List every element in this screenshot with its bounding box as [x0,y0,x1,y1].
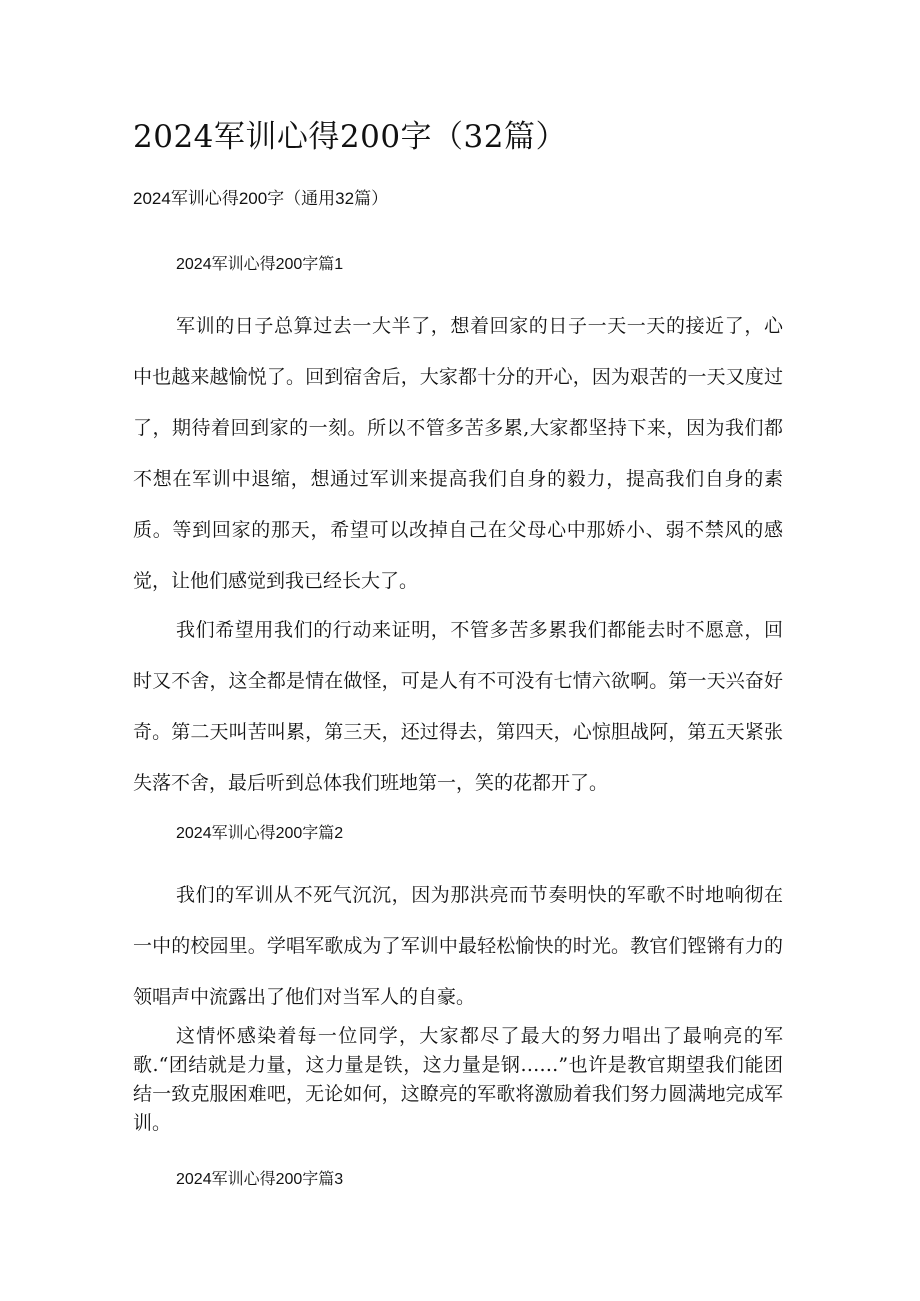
section-1-paragraph-1: 军训的日子总算过去一大半了，想着回家的日子一天一天的接近了，心中也越来越愉悦了。回到宿舍后，大家都十分的开心，因为艰苦的一天又度过了，期待着回到家的一刻。所以不管多苦多累,大家都坚持下来，因为我们都不想在军训中退缩，想通过军训来提高我们自身的毅力，提高我们自身的素质。等到回家的那天，希望可以改掉自己在父母心中那娇小、弱不禁风的感觉，让他们感觉到我已经长大了。 [133,315,783,592]
document-title: 2024军训心得200字（32篇） [133,119,568,155]
section-heading-3: 2024军训心得200字篇3 [176,1171,344,1188]
section-2-paragraph-2: 这情怀感染着每一位同学，大家都尽了最大的努力唱出了最响亮的军歌.“团结就是力量，这力量是铁，这力量是钢……”也许是教官期望我们能团结一致克服困难吧，无论如何，这瞭亮的军歌将激励着我们努力圆满地完成军训。 [133,1025,783,1134]
section-heading-1: 2024军训心得200字篇1 [176,256,344,273]
section-2-paragraph-1: 我们的军训从不死气沉沉，因为那洪亮而节奏明快的军歌不时地响彻在一中的校园里。学唱军歌成为了军训中最轻松愉快的时光。教官们铿锵有力的领唱声中流露出了他们对当军人的自豪。 [133,884,783,1008]
section-heading-2: 2024军训心得200字篇2 [176,825,344,842]
document-subtitle: 2024军训心得200字（通用32篇） [133,189,389,208]
section-1-paragraph-2: 我们希望用我们的行动来证明，不管多苦多累我们都能去时不愿意，回时又不舍，这全都是情在做怪，可是人有不可没有七情六欲啊。第一天兴奋好奇。第二天叫苦叫累，第三天，还过得去，第四天，心惊胆战阿，第五天紧张失落不舍，最后听到总体我们班地第一，笑的花都开了。 [133,619,783,794]
